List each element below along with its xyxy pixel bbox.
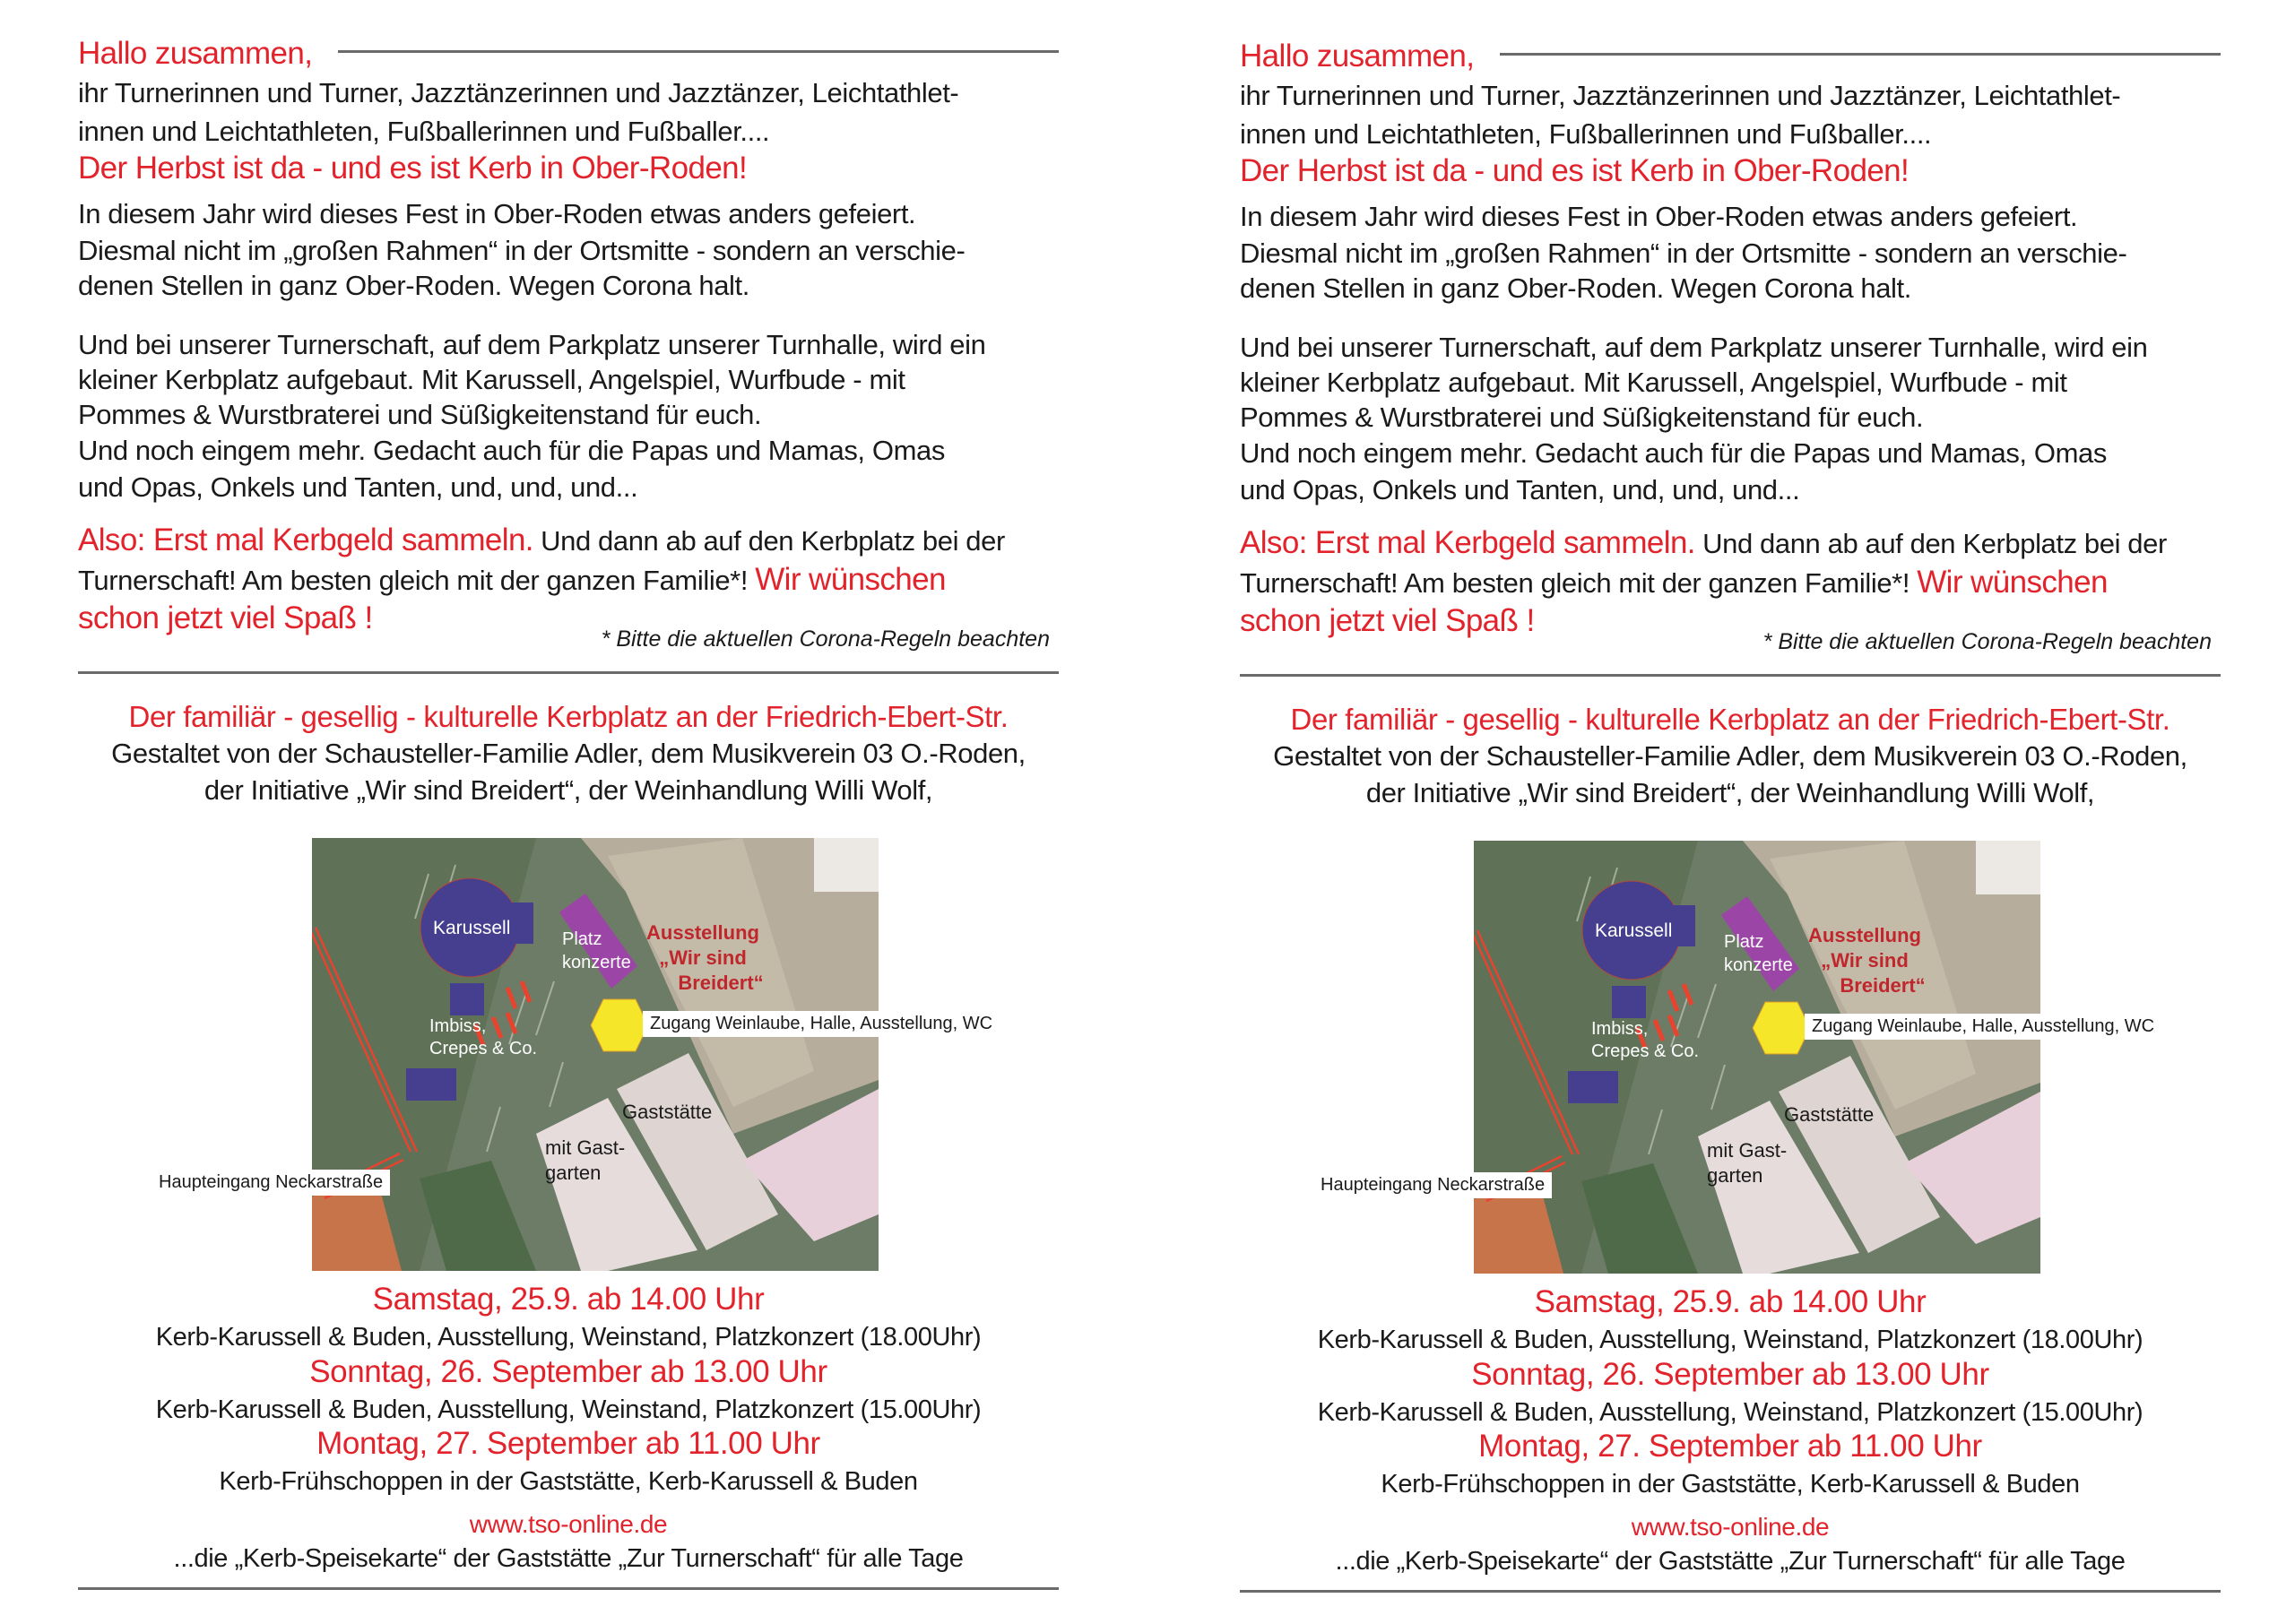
map-label-karussell: Karussell <box>1595 920 1673 941</box>
greeting: Hallo zusammen, <box>1240 39 1475 73</box>
paragraph-line: Und bei unserer Turnerschaft, auf dem Parkplatz unserer Turnhalle, wird ein <box>78 329 986 360</box>
schedule-day: Montag, 27. September ab 11.00 Uhr <box>1478 1429 1982 1464</box>
stall-marker <box>406 1068 456 1101</box>
schedule-desc: Kerb-Karussell & Buden, Ausstellung, Weinstand, Platzkonzert (15.00Uhr) <box>155 1395 982 1424</box>
intro-line: ihr Turnerinnen und Turner, Jazztänzerinnen und Jazztänzer, Leichtathlet- <box>78 77 959 108</box>
label-line: Breidert“ <box>678 972 764 994</box>
menu-note: ...die „Kerb-Speisekarte“ der Gaststätte „Zur Turnerschaft“ für alle Tage <box>1335 1547 2126 1576</box>
schedule-desc: Kerb-Karussell & Buden, Ausstellung, Weinstand, Platzkonzert (18.00Uhr) <box>155 1323 982 1352</box>
closing-line <box>1240 565 2108 600</box>
divider <box>338 50 1059 53</box>
label-line: Breidert“ <box>1840 974 1926 997</box>
stall-marker <box>450 983 484 1015</box>
paragraph-line: Und noch eingem mehr. Gedacht auch für die Papas und Mamas, Omas <box>78 435 945 466</box>
map-label-zugang: Zugang Weinlaube, Halle, Ausstellung, WC <box>643 1011 1000 1037</box>
closing-red: Also: Erst mal Kerbgeld sammeln. <box>78 523 533 557</box>
divider <box>78 671 1059 674</box>
footnote: * Bitte die aktuellen Corona-Regeln beachten <box>1762 629 2212 654</box>
closing-line <box>1240 525 2167 561</box>
label-line: „Wir sind <box>659 946 747 969</box>
paragraph-line: In diesem Jahr wird dieses Fest in Ober-Roden etwas anders gefeiert. <box>1240 201 2078 232</box>
section-title: Der familiär - gesellig - kulturelle Kerbplatz an der Friedrich-Ebert-Str. <box>128 700 1009 733</box>
paragraph-line: Und noch eingem mehr. Gedacht auch für die Papas und Mamas, Omas <box>1240 437 2107 469</box>
closing-red: Wir wünschen <box>755 562 946 597</box>
stall-marker <box>1568 1071 1618 1103</box>
aerial-photo <box>312 838 879 1271</box>
schedule-desc: Kerb-Frühschoppen in der Gaststätte, Kerb-Karussell & Buden <box>219 1467 918 1496</box>
paragraph-line: und Opas, Onkels und Tanten, und, und, und... <box>78 471 638 503</box>
schedule-day: Sonntag, 26. September ab 13.00 Uhr <box>309 1354 827 1389</box>
map-label-ausstellung <box>631 920 775 996</box>
closing-text: Und dann ab auf den Kerbplatz bei der <box>533 525 1005 557</box>
menu-note: ...die „Kerb-Speisekarte“ der Gaststätte „Zur Turnerschaft“ für alle Tage <box>173 1544 964 1573</box>
closing-red: schon jetzt viel Spaß ! <box>1240 603 1535 638</box>
paragraph-line: kleiner Kerbplatz aufgebaut. Mit Karussell, Angelspiel, Wurfbude - mit <box>78 364 905 395</box>
map-label-platz: konzerte <box>1724 955 1793 975</box>
paragraph-line: denen Stellen in ganz Ober-Roden. Wegen Corona halt. <box>78 270 749 301</box>
divider <box>1500 53 2221 56</box>
map-label-gastgarten: mit Gast- <box>545 1136 626 1159</box>
flyer-panel-left <box>78 0 1059 1621</box>
intro-line: innen und Leichtathleten, Fußballerinnen und Fußballer.... <box>1240 118 1932 150</box>
divider <box>1240 674 2221 677</box>
section-line: Gestaltet von der Schausteller-Familie Adler, dem Musikverein 03 O.-Roden, <box>111 738 1026 769</box>
map-label-gastgarten: garten <box>545 1162 602 1184</box>
map-label-imbiss: Imbiss, <box>429 1016 487 1036</box>
map-label-ausstellung <box>1793 923 1936 998</box>
closing-red: schon jetzt viel Spaß ! <box>78 600 373 635</box>
site-map <box>1321 841 2155 1274</box>
closing-text: Und dann ab auf den Kerbplatz bei der <box>1694 528 2167 559</box>
paragraph-line: Und bei unserer Turnerschaft, auf dem Parkplatz unserer Turnhalle, wird ein <box>1240 332 2148 363</box>
website-link[interactable]: www.tso-online.de <box>469 1510 668 1538</box>
map-label-platz: konzerte <box>562 953 631 972</box>
closing-text: Turnerschaft! Am besten gleich mit der ganzen Familie*! <box>78 565 756 596</box>
map-label-zugang: Zugang Weinlaube, Halle, Ausstellung, WC <box>1805 1014 2161 1040</box>
flyer-panel-right <box>1240 3 2221 1624</box>
map-label-gastgarten: mit Gast- <box>1707 1139 1788 1162</box>
map-label-gaststaette: Gaststätte <box>1784 1103 1875 1126</box>
website-link[interactable]: www.tso-online.de <box>1631 1513 1830 1541</box>
map-label-haupteingang: Haupteingang Neckarstraße <box>152 1170 390 1196</box>
section-line: der Initiative „Wir sind Breidert“, der Weinhandlung Willi Wolf, <box>204 774 933 806</box>
schedule-desc: Kerb-Frühschoppen in der Gaststätte, Kerb-Karussell & Buden <box>1381 1470 2080 1499</box>
site-map <box>159 838 993 1271</box>
intro-line: ihr Turnerinnen und Turner, Jazztänzerinnen und Jazztänzer, Leichtathlet- <box>1240 80 2121 111</box>
divider <box>1240 1590 2221 1593</box>
map-label-karussell: Karussell <box>433 918 511 938</box>
footnote: * Bitte die aktuellen Corona-Regeln beachten <box>601 626 1050 652</box>
paragraph-line: kleiner Kerbplatz aufgebaut. Mit Karussell, Angelspiel, Wurfbude - mit <box>1240 367 2067 398</box>
divider <box>78 1587 1059 1590</box>
schedule-desc: Kerb-Karussell & Buden, Ausstellung, Weinstand, Platzkonzert (18.00Uhr) <box>1317 1326 2143 1354</box>
paragraph-line: und Opas, Onkels und Tanten, und, und, und... <box>1240 474 1800 505</box>
paragraph-line: Pommes & Wurstbraterei und Süßigkeitenstand für euch. <box>78 399 762 430</box>
schedule-desc: Kerb-Karussell & Buden, Ausstellung, Weinstand, Platzkonzert (15.00Uhr) <box>1317 1398 2143 1427</box>
map-label-imbiss: Crepes & Co. <box>1591 1041 1700 1061</box>
schedule-day: Samstag, 25.9. ab 14.00 Uhr <box>372 1282 765 1317</box>
headline: Der Herbst ist da - und es ist Kerb in Ober-Roden! <box>78 151 748 186</box>
map-label-imbiss: Imbiss, <box>1591 1019 1649 1039</box>
paragraph-line: In diesem Jahr wird dieses Fest in Ober-Roden etwas anders gefeiert. <box>78 198 916 229</box>
paragraph-line: Pommes & Wurstbraterei und Süßigkeitenstand für euch. <box>1240 402 1924 433</box>
closing-line <box>78 523 1005 558</box>
closing-text: Turnerschaft! Am besten gleich mit der ganzen Familie*! <box>1240 567 1918 599</box>
schedule-day: Montag, 27. September ab 11.00 Uhr <box>316 1426 820 1461</box>
closing-red: Also: Erst mal Kerbgeld sammeln. <box>1240 525 1695 560</box>
entrance-hexagon-icon <box>1753 1002 1810 1054</box>
label-line: Ausstellung <box>646 921 759 944</box>
stall-marker <box>1612 986 1646 1018</box>
section-title: Der familiär - gesellig - kulturelle Kerbplatz an der Friedrich-Ebert-Str. <box>1290 703 2170 736</box>
section-line: Gestaltet von der Schausteller-Familie Adler, dem Musikverein 03 O.-Roden, <box>1273 740 2187 772</box>
section-line: der Initiative „Wir sind Breidert“, der Weinhandlung Willi Wolf, <box>1365 777 2095 808</box>
intro-line: innen und Leichtathleten, Fußballerinnen und Fußballer.... <box>78 116 770 147</box>
paragraph-line: Diesmal nicht im „großen Rahmen“ in der Ortsmitte - sondern an verschie- <box>1240 238 2127 269</box>
entrance-hexagon-icon <box>591 999 648 1051</box>
closing-line <box>78 562 946 598</box>
paragraph-line: denen Stellen in ganz Ober-Roden. Wegen Corona halt. <box>1240 272 1911 304</box>
label-line: „Wir sind <box>1821 949 1909 972</box>
map-label-imbiss: Crepes & Co. <box>429 1039 538 1058</box>
closing-red: Wir wünschen <box>1917 565 2108 600</box>
greeting: Hallo zusammen, <box>78 36 313 71</box>
label-line: Ausstellung <box>1808 924 1921 946</box>
schedule-day: Samstag, 25.9. ab 14.00 Uhr <box>1534 1284 1927 1319</box>
paragraph-line: Diesmal nicht im „großen Rahmen“ in der Ortsmitte - sondern an verschie- <box>78 235 966 266</box>
map-label-gaststaette: Gaststätte <box>622 1101 713 1123</box>
map-label-gastgarten: garten <box>1707 1164 1763 1187</box>
aerial-photo <box>1474 841 2040 1274</box>
map-label-platz: Platz <box>562 929 602 949</box>
schedule-day: Sonntag, 26. September ab 13.00 Uhr <box>1471 1357 1989 1392</box>
map-label-haupteingang: Haupteingang Neckarstraße <box>1313 1172 1552 1198</box>
headline: Der Herbst ist da - und es ist Kerb in Ober-Roden! <box>1240 153 1910 188</box>
map-label-platz: Platz <box>1724 932 1764 952</box>
